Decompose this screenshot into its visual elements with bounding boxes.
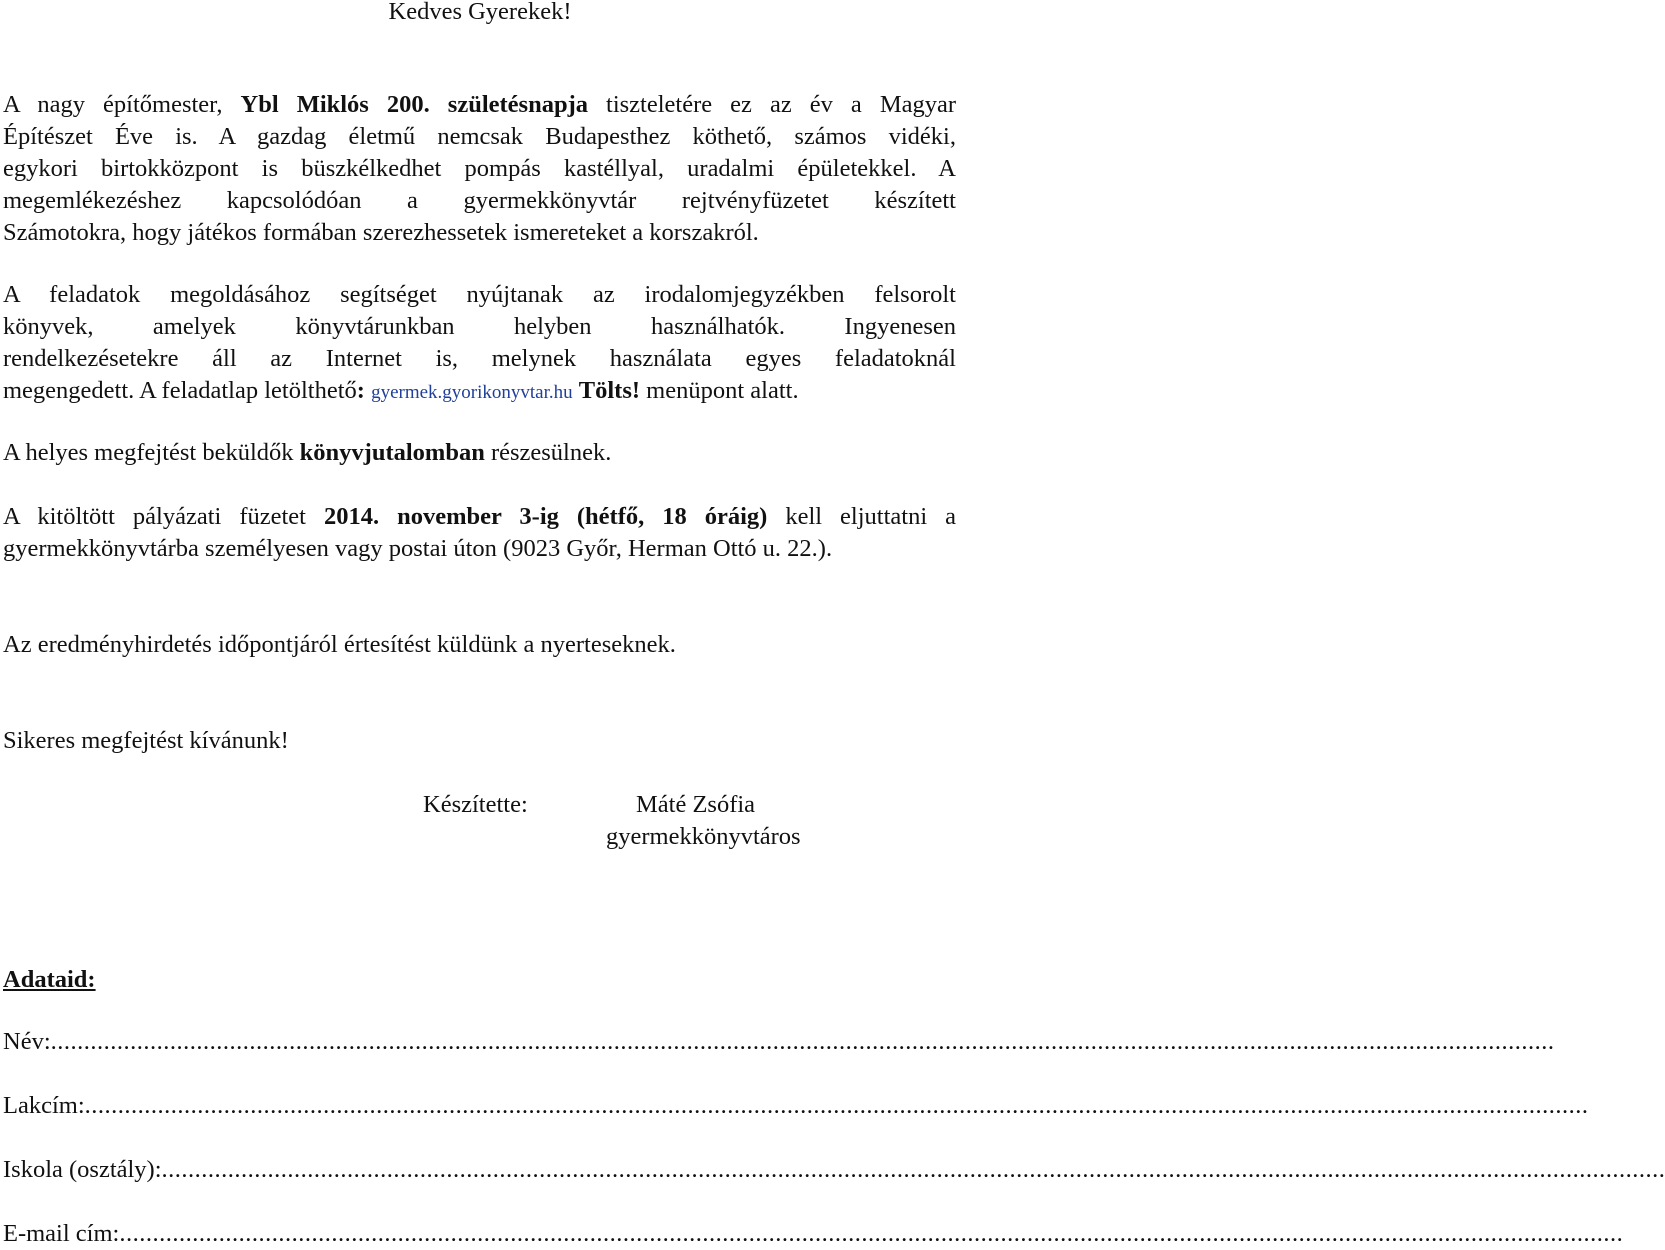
name-field[interactable] — [3, 1026, 1555, 1058]
address-field-label: Lakcím: — [3, 1092, 85, 1119]
intro-line-2: Építészet Éve is. A gazdag életmű nemcsak Budapesthez köthető, számos vidéki, — [3, 123, 956, 150]
intro-paragraph — [3, 89, 956, 249]
deadline-line-1: A kitöltött pályázati füzetet 2014. november 3-ig (hétfő, 18 óráig) kell eljuttatni a — [3, 503, 957, 530]
signature-label: Készítette: — [423, 791, 528, 818]
results-paragraph: Az eredményhirdetés időpontjáról értesítést küldünk a nyerteseknek. — [3, 631, 676, 658]
website-link[interactable]: gyermek.gyorikonyvtar.hu — [371, 382, 573, 403]
email-field-dots: ................................................................................................................................................................................................................................... — [119, 1220, 1624, 1247]
intro-line-5: Számotokra, hogy játékos formában szerezhessetek ismereteket a korszakról. — [3, 219, 759, 246]
form-title: Adataid: — [3, 966, 96, 993]
reward-paragraph: A helyes megfejtést beküldők könyvjutalomban részesülnek. — [3, 439, 612, 466]
email-field[interactable] — [3, 1218, 1624, 1250]
help-line-3: rendelkezésetekre áll az Internet is, melynek használata egyes feladatoknál — [3, 345, 956, 372]
signature-name: Máté Zsófia — [636, 791, 756, 818]
deadline-paragraph — [3, 501, 956, 565]
help-line-1: A feladatok megoldásához segítséget nyújtanak az irodalomjegyzékben felsorolt — [3, 281, 956, 308]
school-field[interactable] — [3, 1154, 1665, 1186]
name-field-dots: ................................................................................................................................................................................................................................... — [50, 1028, 1555, 1055]
help-paragraph — [3, 279, 956, 409]
name-field-label: Név: — [3, 1028, 51, 1055]
ybl-anniversary-text: Ybl Miklós 200. születésnapja — [240, 91, 588, 118]
address-field[interactable] — [3, 1090, 1589, 1122]
school-field-label: Iskola (osztály): — [3, 1156, 162, 1183]
help-line-4: megengedett. A feladatlap letölthető: gyermek.gyorikonyvtar.hu Tölts! menüpont alatt. — [3, 377, 799, 404]
deadline-line-2: gyermekkönyvtárba személyesen vagy postai úton (9023 Győr, Herman Ottó u. 22.). — [3, 535, 833, 562]
reward-highlight: könyvjutalomban — [299, 439, 485, 466]
intro-line-3: egykori birtokközpont is büszkélkedhet pompás kastéllyal, uradalmi épületekkel. A — [3, 155, 956, 182]
school-field-dots: ................................................................................................................................................................................................................................... — [161, 1156, 1665, 1183]
help-line-2: könyvek, amelyek könyvtárunkban helyben használhatók. Ingyenesen — [3, 313, 956, 340]
deadline-date: 2014. november 3-ig (hétfő, 18 óráig) — [323, 503, 768, 530]
signature-role: gyermekkönyvtáros — [606, 823, 801, 850]
greeting-heading: Kedves Gyerekek! — [388, 0, 572, 25]
intro-line-1: A nagy építőmester, Ybl Miklós 200. születésnapja tiszteletére ez az év a Magyar — [3, 91, 957, 118]
address-field-dots: ................................................................................................................................................................................................................................... — [84, 1092, 1589, 1119]
intro-line-4: megemlékezéshez kapcsolódóan a gyermekkönyvtár rejtvényfüzetet készített — [3, 187, 956, 214]
good-luck-text: Sikeres megfejtést kívánunk! — [3, 727, 289, 754]
email-field-label: E-mail cím: — [3, 1220, 120, 1247]
tolts-menu-text: Tölts! — [578, 377, 641, 404]
